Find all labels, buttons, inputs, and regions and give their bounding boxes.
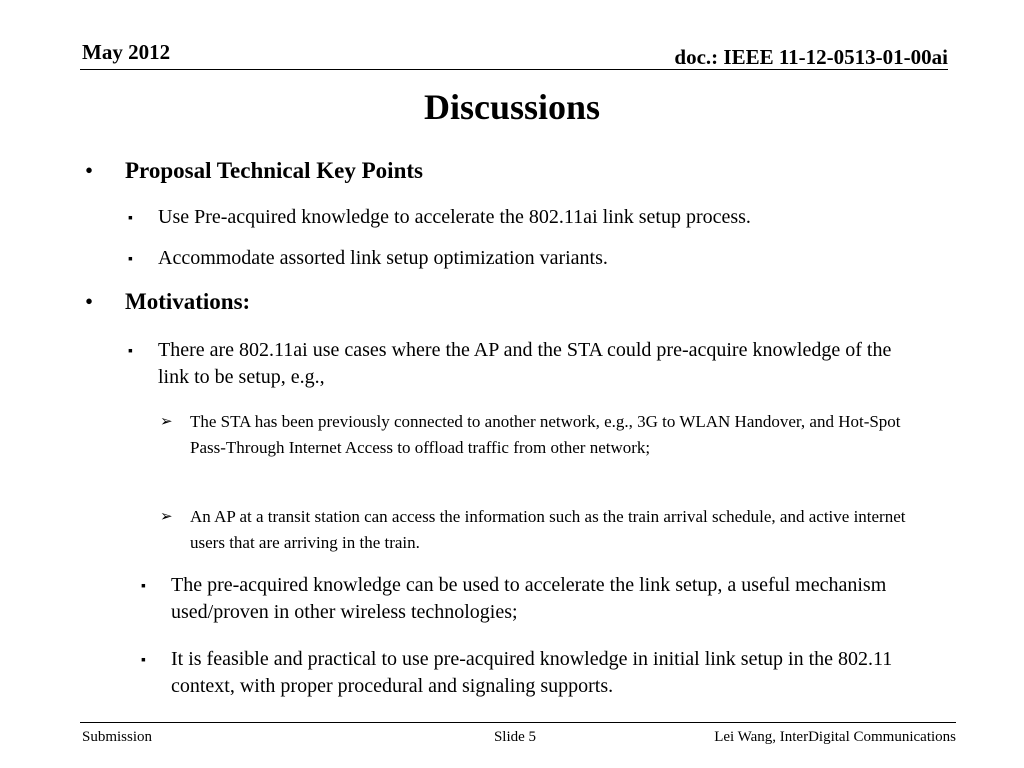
footer-slide-number: Slide 5 [493, 729, 537, 745]
bullet-square: ▪ [141, 653, 146, 668]
header-rule [80, 69, 948, 70]
section-heading: Proposal Technical Key Points [125, 158, 423, 183]
footer-author: Lei Wang, InterDigital Communications [714, 729, 956, 745]
section-key-points [85, 158, 423, 184]
section-heading: Motivations: [125, 289, 251, 314]
section-motivations [85, 289, 250, 315]
header-date: May 2012 [82, 40, 171, 64]
slide-title: Discussions [423, 87, 601, 127]
header-doc-id: doc.: IEEE 11-12-0513-01-00ai [674, 45, 948, 69]
footer-rule [80, 722, 956, 723]
list-item-text: The pre-acquired knowledge can be used to accelerate the link setup, a useful mechanism used/proven in other wireless technologies; [171, 574, 887, 623]
arrow-bullet-icon: ➢ [160, 414, 173, 430]
sub-list-item [160, 504, 940, 556]
list-item [128, 337, 898, 391]
sub-list-item-text: The STA has been previously connected to another network, e.g., 3G to WLAN Handover, and Hot-Spot Pass-Through Internet Access to offload traffic from other network; [190, 412, 901, 457]
bullet-square: ▪ [128, 211, 133, 226]
list-item-text: Accommodate assorted link setup optimization variants. [158, 247, 608, 269]
arrow-bullet-icon: ➢ [160, 509, 173, 525]
list-item [141, 572, 941, 626]
list-item-text: Use Pre-acquired knowledge to accelerate the 802.11ai link setup process. [158, 206, 751, 228]
bullet-dot: • [85, 158, 94, 183]
sub-list-item [160, 409, 940, 461]
bullet-square: ▪ [128, 344, 133, 359]
list-item-text: There are 802.11ai use cases where the AP and the STA could pre-acquire knowledge of the link to be setup, e.g., [158, 339, 892, 388]
footer-left: Submission [82, 729, 153, 745]
bullet-square: ▪ [141, 579, 146, 594]
list-item [128, 245, 938, 272]
bullet-dot: • [85, 289, 94, 314]
sub-list-item-text: An AP at a transit station can access the information such as the train arrival schedule, and active internet users that are arriving in the train. [190, 507, 906, 552]
list-item [128, 204, 938, 231]
bullet-square: ▪ [128, 252, 133, 267]
list-item-text: It is feasible and practical to use pre-acquired knowledge in initial link setup in the 802.11 context, with proper procedural and signaling supports. [171, 648, 893, 697]
list-item [141, 646, 946, 700]
